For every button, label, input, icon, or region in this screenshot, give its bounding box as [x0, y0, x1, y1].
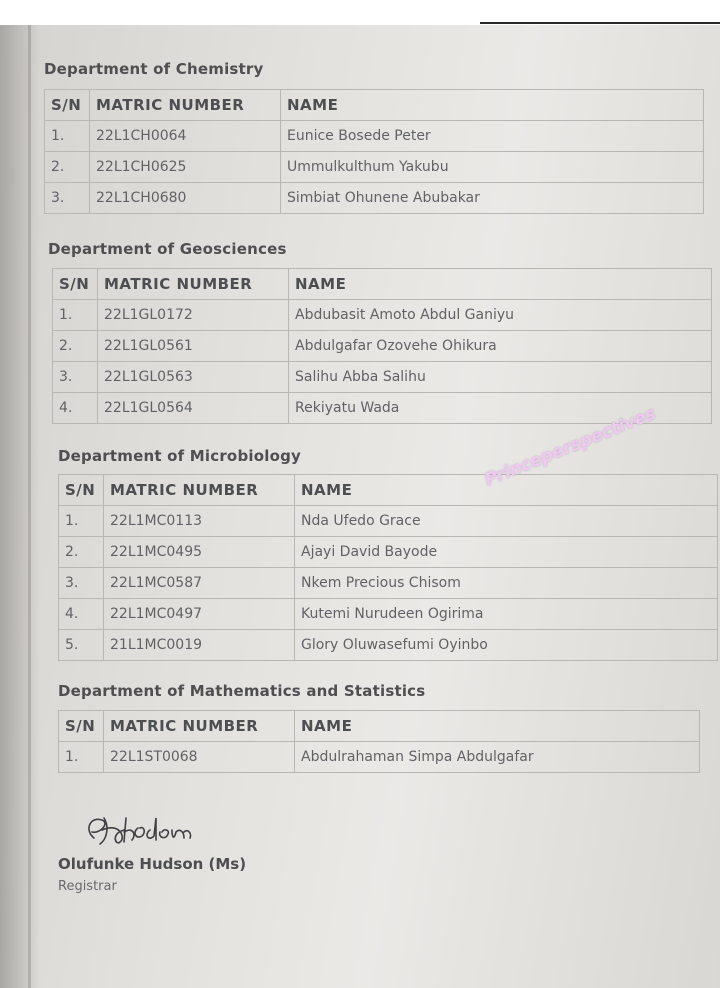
watermark-text: Princeperspectives: [482, 403, 659, 491]
cell-name: Glory Oluwasefumi Oyinbo: [295, 630, 718, 661]
table-row: [59, 537, 718, 568]
table-row: [45, 183, 704, 214]
signatory-role: Registrar: [58, 879, 117, 894]
table-row: [45, 152, 704, 183]
cell-name: Nkem Precious Chisom: [295, 568, 718, 599]
cell-sn: 1.: [59, 506, 104, 537]
dept-title-chemistry: Department of Chemistry: [44, 60, 264, 78]
col-name: NAME: [295, 711, 700, 742]
cell-matric: 22L1MC0587: [104, 568, 295, 599]
table-row: [53, 300, 712, 331]
cell-sn: 3.: [53, 362, 98, 393]
cell-sn: 2.: [59, 537, 104, 568]
col-sn: S/N: [53, 269, 98, 300]
cell-name: Eunice Bosede Peter: [281, 121, 704, 152]
cell-matric: 22L1CH0680: [90, 183, 281, 214]
cell-matric: 22L1ST0068: [104, 742, 295, 773]
dept-title-microbiology: Department of Microbiology: [58, 447, 301, 465]
col-sn: S/N: [59, 475, 104, 506]
cell-matric: 21L1MC0019: [104, 630, 295, 661]
page-edge-line: [480, 22, 720, 24]
cell-matric: 22L1GL0564: [98, 393, 289, 424]
cell-matric: 22L1GL0561: [98, 331, 289, 362]
table-row: [59, 568, 718, 599]
cell-matric: 22L1GL0172: [98, 300, 289, 331]
cell-sn: 4.: [53, 393, 98, 424]
cell-sn: 3.: [45, 183, 90, 214]
cell-name: Abdubasit Amoto Abdul Ganiyu: [289, 300, 712, 331]
cell-sn: 2.: [53, 331, 98, 362]
cell-name: Salihu Abba Salihu: [289, 362, 712, 393]
table-header: [45, 90, 704, 121]
cell-name: Simbiat Ohunene Abubakar: [281, 183, 704, 214]
table-mathematics: [58, 710, 700, 773]
col-matric: MATRIC NUMBER: [104, 711, 295, 742]
cell-sn: 3.: [59, 568, 104, 599]
cell-name: Rekiyatu Wada: [289, 393, 712, 424]
table-row: [59, 742, 700, 773]
signature-mark: [80, 808, 220, 854]
table-chemistry: [44, 89, 704, 214]
cell-name: Nda Ufedo Grace: [295, 506, 718, 537]
cell-matric: 22L1CH0625: [90, 152, 281, 183]
cell-name: Kutemi Nurudeen Ogirima: [295, 599, 718, 630]
table-header: [59, 475, 718, 506]
table-header: [59, 711, 700, 742]
col-matric: MATRIC NUMBER: [98, 269, 289, 300]
cell-sn: 1.: [45, 121, 90, 152]
page-fold: [28, 25, 31, 988]
table-row: [59, 599, 718, 630]
cell-sn: 4.: [59, 599, 104, 630]
col-sn: S/N: [45, 90, 90, 121]
col-name: NAME: [295, 475, 718, 506]
cell-matric: 22L1MC0495: [104, 537, 295, 568]
cell-sn: 1.: [59, 742, 104, 773]
table-row: [53, 331, 712, 362]
table-geosciences: [52, 268, 712, 424]
dept-title-mathematics: Department of Mathematics and Statistics: [58, 682, 426, 700]
page-shadow: [0, 25, 40, 988]
cell-matric: 22L1MC0113: [104, 506, 295, 537]
col-sn: S/N: [59, 711, 104, 742]
table-header: [53, 269, 712, 300]
dept-title-geosciences: Department of Geosciences: [48, 240, 287, 258]
col-name: NAME: [289, 269, 712, 300]
cell-name: Abdulrahaman Simpa Abdulgafar: [295, 742, 700, 773]
cell-matric: 22L1CH0064: [90, 121, 281, 152]
cell-sn: 5.: [59, 630, 104, 661]
cell-name: Abdulgafar Ozovehe Ohikura: [289, 331, 712, 362]
cell-matric: 22L1GL0563: [98, 362, 289, 393]
cell-sn: 1.: [53, 300, 98, 331]
col-matric: MATRIC NUMBER: [104, 475, 295, 506]
signatory-name: Olufunke Hudson (Ms): [58, 855, 247, 873]
table-microbiology: [58, 474, 718, 661]
table-row: [53, 362, 712, 393]
cell-matric: 22L1MC0497: [104, 599, 295, 630]
cell-name: Ajayi David Bayode: [295, 537, 718, 568]
col-matric: MATRIC NUMBER: [90, 90, 281, 121]
cell-sn: 2.: [45, 152, 90, 183]
table-row: [59, 506, 718, 537]
table-row: [45, 121, 704, 152]
cell-name: Ummulkulthum Yakubu: [281, 152, 704, 183]
col-name: NAME: [281, 90, 704, 121]
table-row: [59, 630, 718, 661]
